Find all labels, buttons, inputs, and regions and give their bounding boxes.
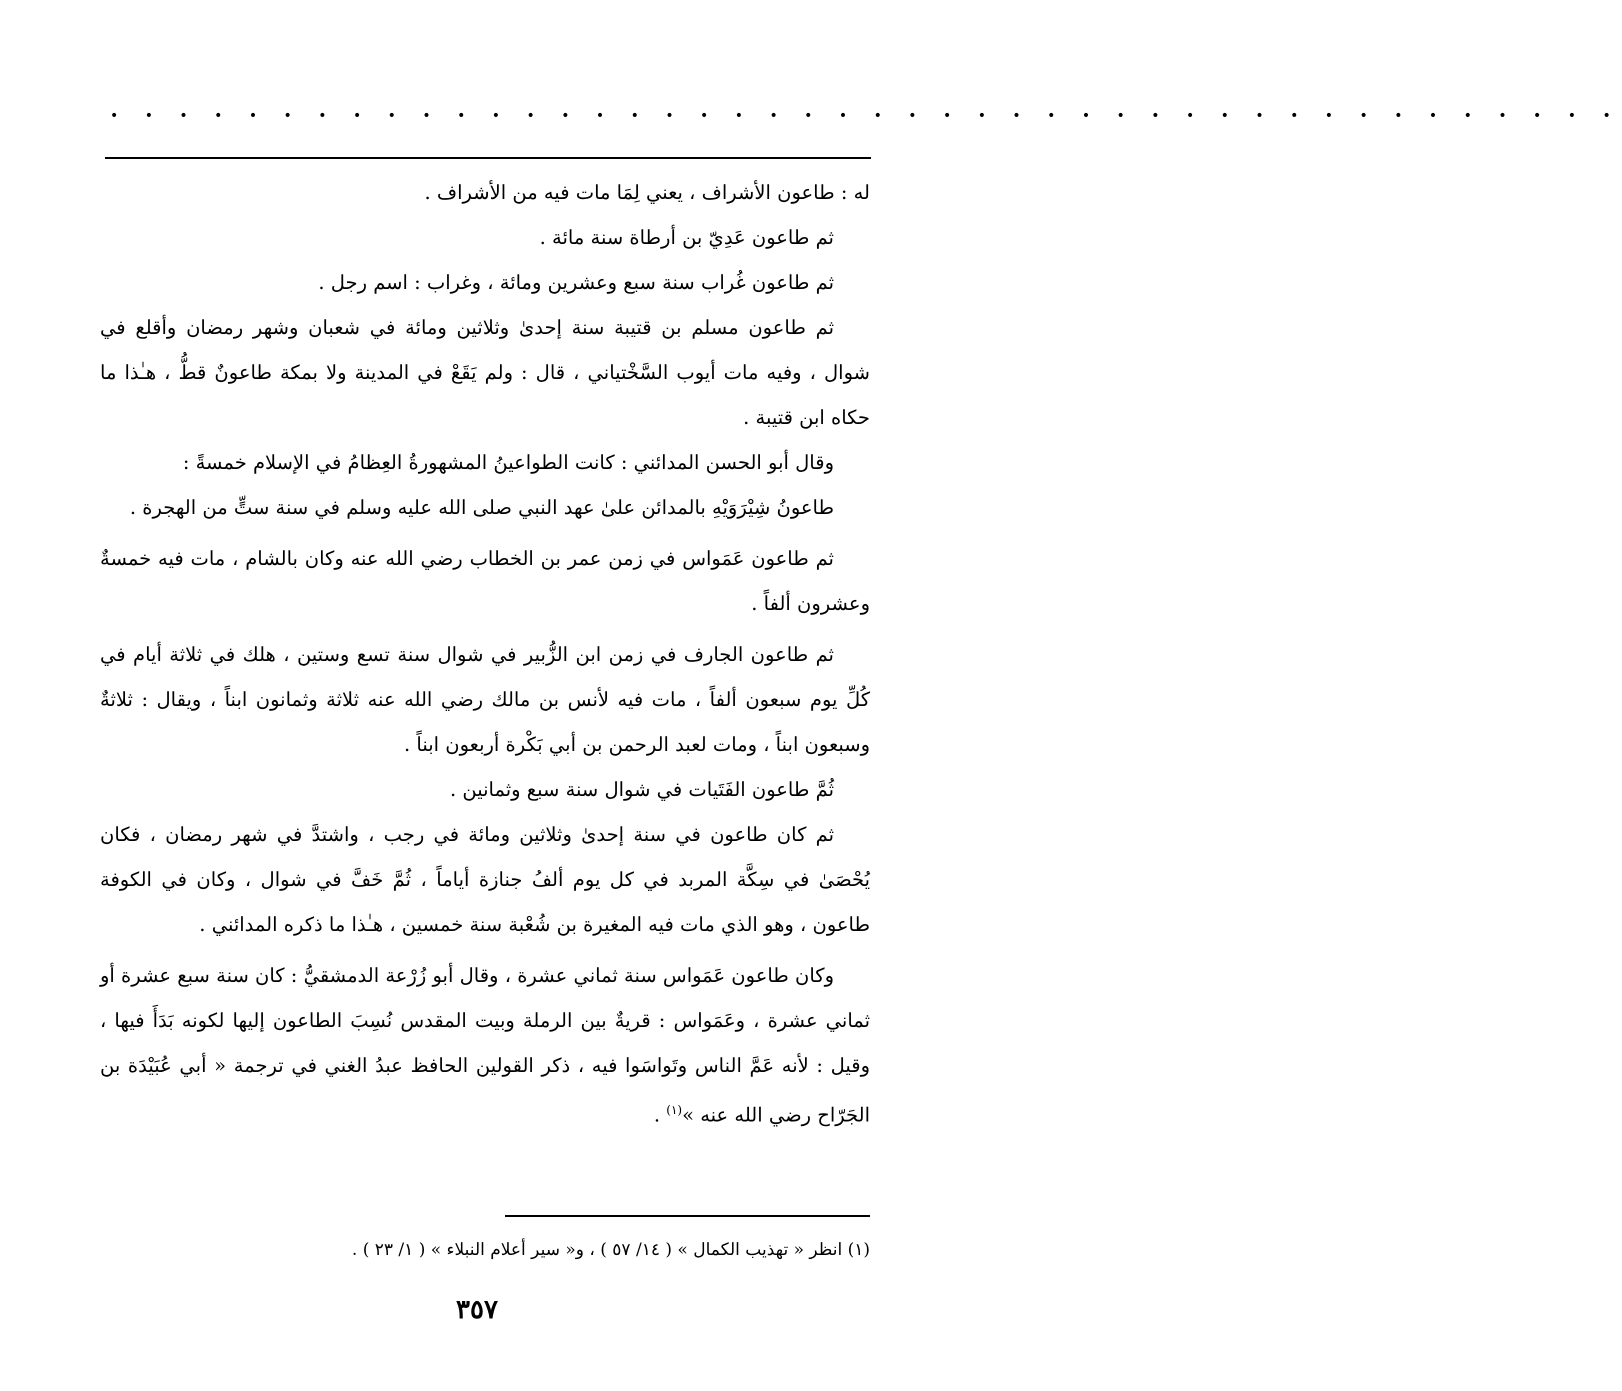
footnote-rule (505, 1215, 870, 1217)
paragraph: طاعونُ شِيْرَوَيْهِ بالمدائن علىٰ عهد النبي صلى الله عليه وسلم في سنة ستٍّ من الهجرة . (129, 496, 834, 519)
paragraph: ثم طاعون عَمَواس في زمن عمر بن الخطاب رضي الله عنه وكان بالشام ، مات فيه خمسةٌ وعشرون ألفاً . (100, 547, 870, 615)
footnote-reference: (١) (666, 1103, 683, 1117)
paragraph: وقال أبو الحسن المدائني : كانت الطواعينُ المشهورةُ العِظامُ في الإسلام خمسةً : (182, 451, 834, 474)
paragraph: ثم طاعون غُراب سنة سبع وعشرين ومائة ، وغراب : اسم رجل . (318, 271, 834, 294)
paragraph-closing: . (653, 1103, 667, 1127)
paragraph: ثم طاعون الجارف في زمن ابن الزُّبير في شوال سنة تسع وستين ، هلك في ثلاثة أيام في كُلِّ يوم سبعون ألفاً ، مات فيه لأنس بن مالك رضي الله عنه ثلاثة وثمانون ابناً ، ويقال : ثلاثةٌ وسبعون ابناً ، ومات لعبد الرحمن بن أبي بَكْرة أربعون ابناً . (100, 643, 870, 756)
top-rule (105, 157, 871, 159)
paragraph-last (100, 953, 870, 1138)
main-text (100, 170, 870, 1138)
paragraph: ثم طاعون مسلم بن قتيبة سنة إحدىٰ وثلاثين ومائة في شعبان وشهر رمضان وأقلع في شوال ، وفيه مات أيوب السَّخْتياني ، قال : ولم يَقَعْ في المدينة ولا بمكة طاعونٌ قطُّ ، هـٰذا ما حكاه ابن قتيبة . (100, 316, 870, 429)
page-number: ٣٥٧ (456, 1295, 498, 1325)
paragraph: ثم طاعون عَدِيّ بن أرطاة سنة مائة . (539, 226, 834, 249)
paragraph: ثم كان طاعون في سنة إحدىٰ وثلاثين ومائة في رجب ، واشتدَّ في شهر رمضان ، فكان يُحْصَىٰ في سِكَّة المربد في كل يوم ألفُ جنازة أياماً ، ثُمَّ خَفَّ في شوال ، وكان في الكوفة طاعون ، وهو الذي مات فيه المغيرة بن شُعْبة سنة خمسين ، هـٰذا ما ذكره المدائني . (100, 823, 870, 936)
footnote: (١) انظر « تهذيب الكمال » ( ١٤/ ٥٧ ) ، و« سير أعلام النبلاء » ( ١/ ٢٣ ) . (351, 1240, 870, 1260)
paragraph: له : طاعون الأشراف ، يعني لِمَا مات فيه من الأشراف . (424, 181, 870, 204)
paragraph-text: وكان طاعون عَمَواس سنة ثماني عشرة ، وقال أبو زُرْعة الدمشقيُّ : كان سنة سبع عشرة أو ثماني عشرة ، وعَمَواس : قريةٌ بين الرملة وبيت المقدس نُسِبَ الطاعون إليها لكونه بَدَأَ فيها ، وقيل : لأنه عَمَّ الناس وتَواسَوا فيه ، ذكر القولين الحافظ عبدُ الغني في ترجمة « أبي عُبَيْدَة بن الجَرّاح رضي الله عنه » (100, 964, 870, 1127)
paragraph: ثُمَّ طاعون الفَتَيات في شوال سنة سبع وثمانين . (449, 778, 834, 801)
header-dot-separator: • • • • • • • • • • • • • • • • • • • • • • • • • • • • • • • • • • • • • • • • • • • • (110, 108, 1622, 124)
